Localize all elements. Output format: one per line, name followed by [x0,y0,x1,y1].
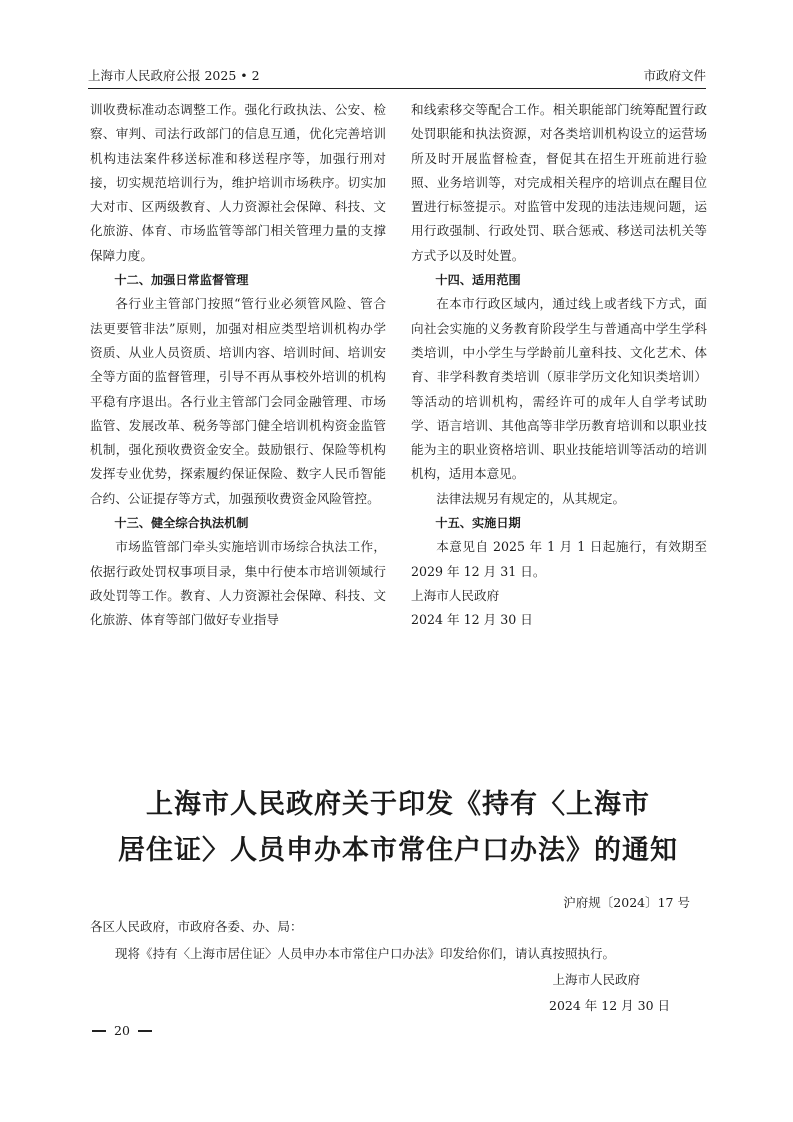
paragraph-enforcement: 市场监管部门牵头实施培训市场综合执法工作，依据行政处罚权事项目录，集中行使本市培训领域行政处罚等工作。教育、人力资源社会保障、科技、文化旅游、体育等部门做好专业指导 [90,539,386,628]
paragraph-supervision: 各行业主管部门按照“管行业必须管风险、管合法更要管非法”原则，加强对相应类型培训机构办学资质、从业人员资质、培训内容、培训时间、培训安全等方面的监督管理，引导不再从事校外培训的机构平稳有序退出。各行业主管部门会同金融管理、市场监管、发展改革、税务等部门健全培训机构资金监管机制，强化预收费资金安全。鼓励银行、保险等机构发挥专业优势，探索履约保证保险、数字人民币智能合约、公证提存等方式，加强预收费资金风险管控。 [90,296,386,506]
section-heading-15: 十五、实施日期 [435,516,521,531]
notice-signer: 上海市人民政府 [552,972,640,987]
dash-right [138,1030,152,1032]
signer: 上海市人民政府 [411,587,500,603]
paragraph-exceptions: 法律法规另有规定的，从其规定。 [436,490,626,506]
paragraph-continued: 和线索移交等配合工作。相关职能部门统筹配置行政处罚职能和执法资源，对各类培训机构设立的运营场所及时开展监督检查，督促其在招生开班前进行验照、业务培训等，对完成相关程序的培训点在醒目位置进行标签提示。对监管中发现的违法违规问题，运用行政强制、行政处罚、联合惩戒、移送司法机关等方式予以及时处置。 [411,102,707,263]
notice-title-line-2: 居住证〉人员申办本市常住户口办法》的通知 [118,835,678,866]
notice-title [90,782,706,874]
notice-title-line-1: 上海市人民政府关于印发《持有〈上海市 [146,789,650,820]
page-number [92,1023,152,1038]
dash-left [92,1030,106,1032]
section-heading-14: 十四、适用范围 [435,273,521,288]
publication-title: 上海市人民政府公报 2025 • 2 [88,68,260,83]
recipients: 各区人民政府，市政府各委、办、局： [90,919,303,934]
left-column [90,98,386,633]
sign-date: 2024 年 12 月 30 日 [411,612,533,628]
document-number: 沪府规〔2024〕17 号 [563,895,690,910]
right-column [411,98,707,633]
page-number-text: 20 [114,1023,130,1038]
paragraph-continued: 训收费标准动态调整工作。强化行政执法、公安、检察、审判、司法行政部门的信息互通，优化完善培训机构违法案件移送标准和移送程序等，加强行刑对接，切实规范培训行为，维护培训市场秩序。切实加大对市、区两级教育、人力资源社会保障、科技、文化旅游、体育、市场监管等部门相关管理力量的支撑保障力度。 [90,102,386,263]
paragraph-effective-date: 本意见自 2025 年 1 月 1 日起施行，有效期至 2029 年 12 月 31 日。 [411,539,707,579]
notice-body: 现将《持有〈上海市居住证〉人员申办本市常住户口办法》印发给你们，请认真按照执行。 [115,946,616,961]
section-label: 市政府文件 [643,68,706,83]
page-header [88,64,706,89]
section-heading-12: 十二、加强日常监督管理 [114,273,249,288]
section-heading-13: 十三、健全综合执法机制 [114,516,249,531]
paragraph-scope: 在本市行政区域内，通过线上或者线下方式，面向社会实施的义务教育阶段学生与普通高中学生学科类培训，中小学生与学龄前儿童科技、文化艺术、体育、非学科教育类培训（原非学历文化知识类培训）等活动的培训机构，需经许可的成年人自学考试助学、语言培训、其他高等非学历教育培训和以职业技能为主的职业资格培训、职业技能培训等活动的培训机构，适用本意见。 [411,296,707,482]
notice-date: 2024 年 12 月 30 日 [549,998,670,1013]
